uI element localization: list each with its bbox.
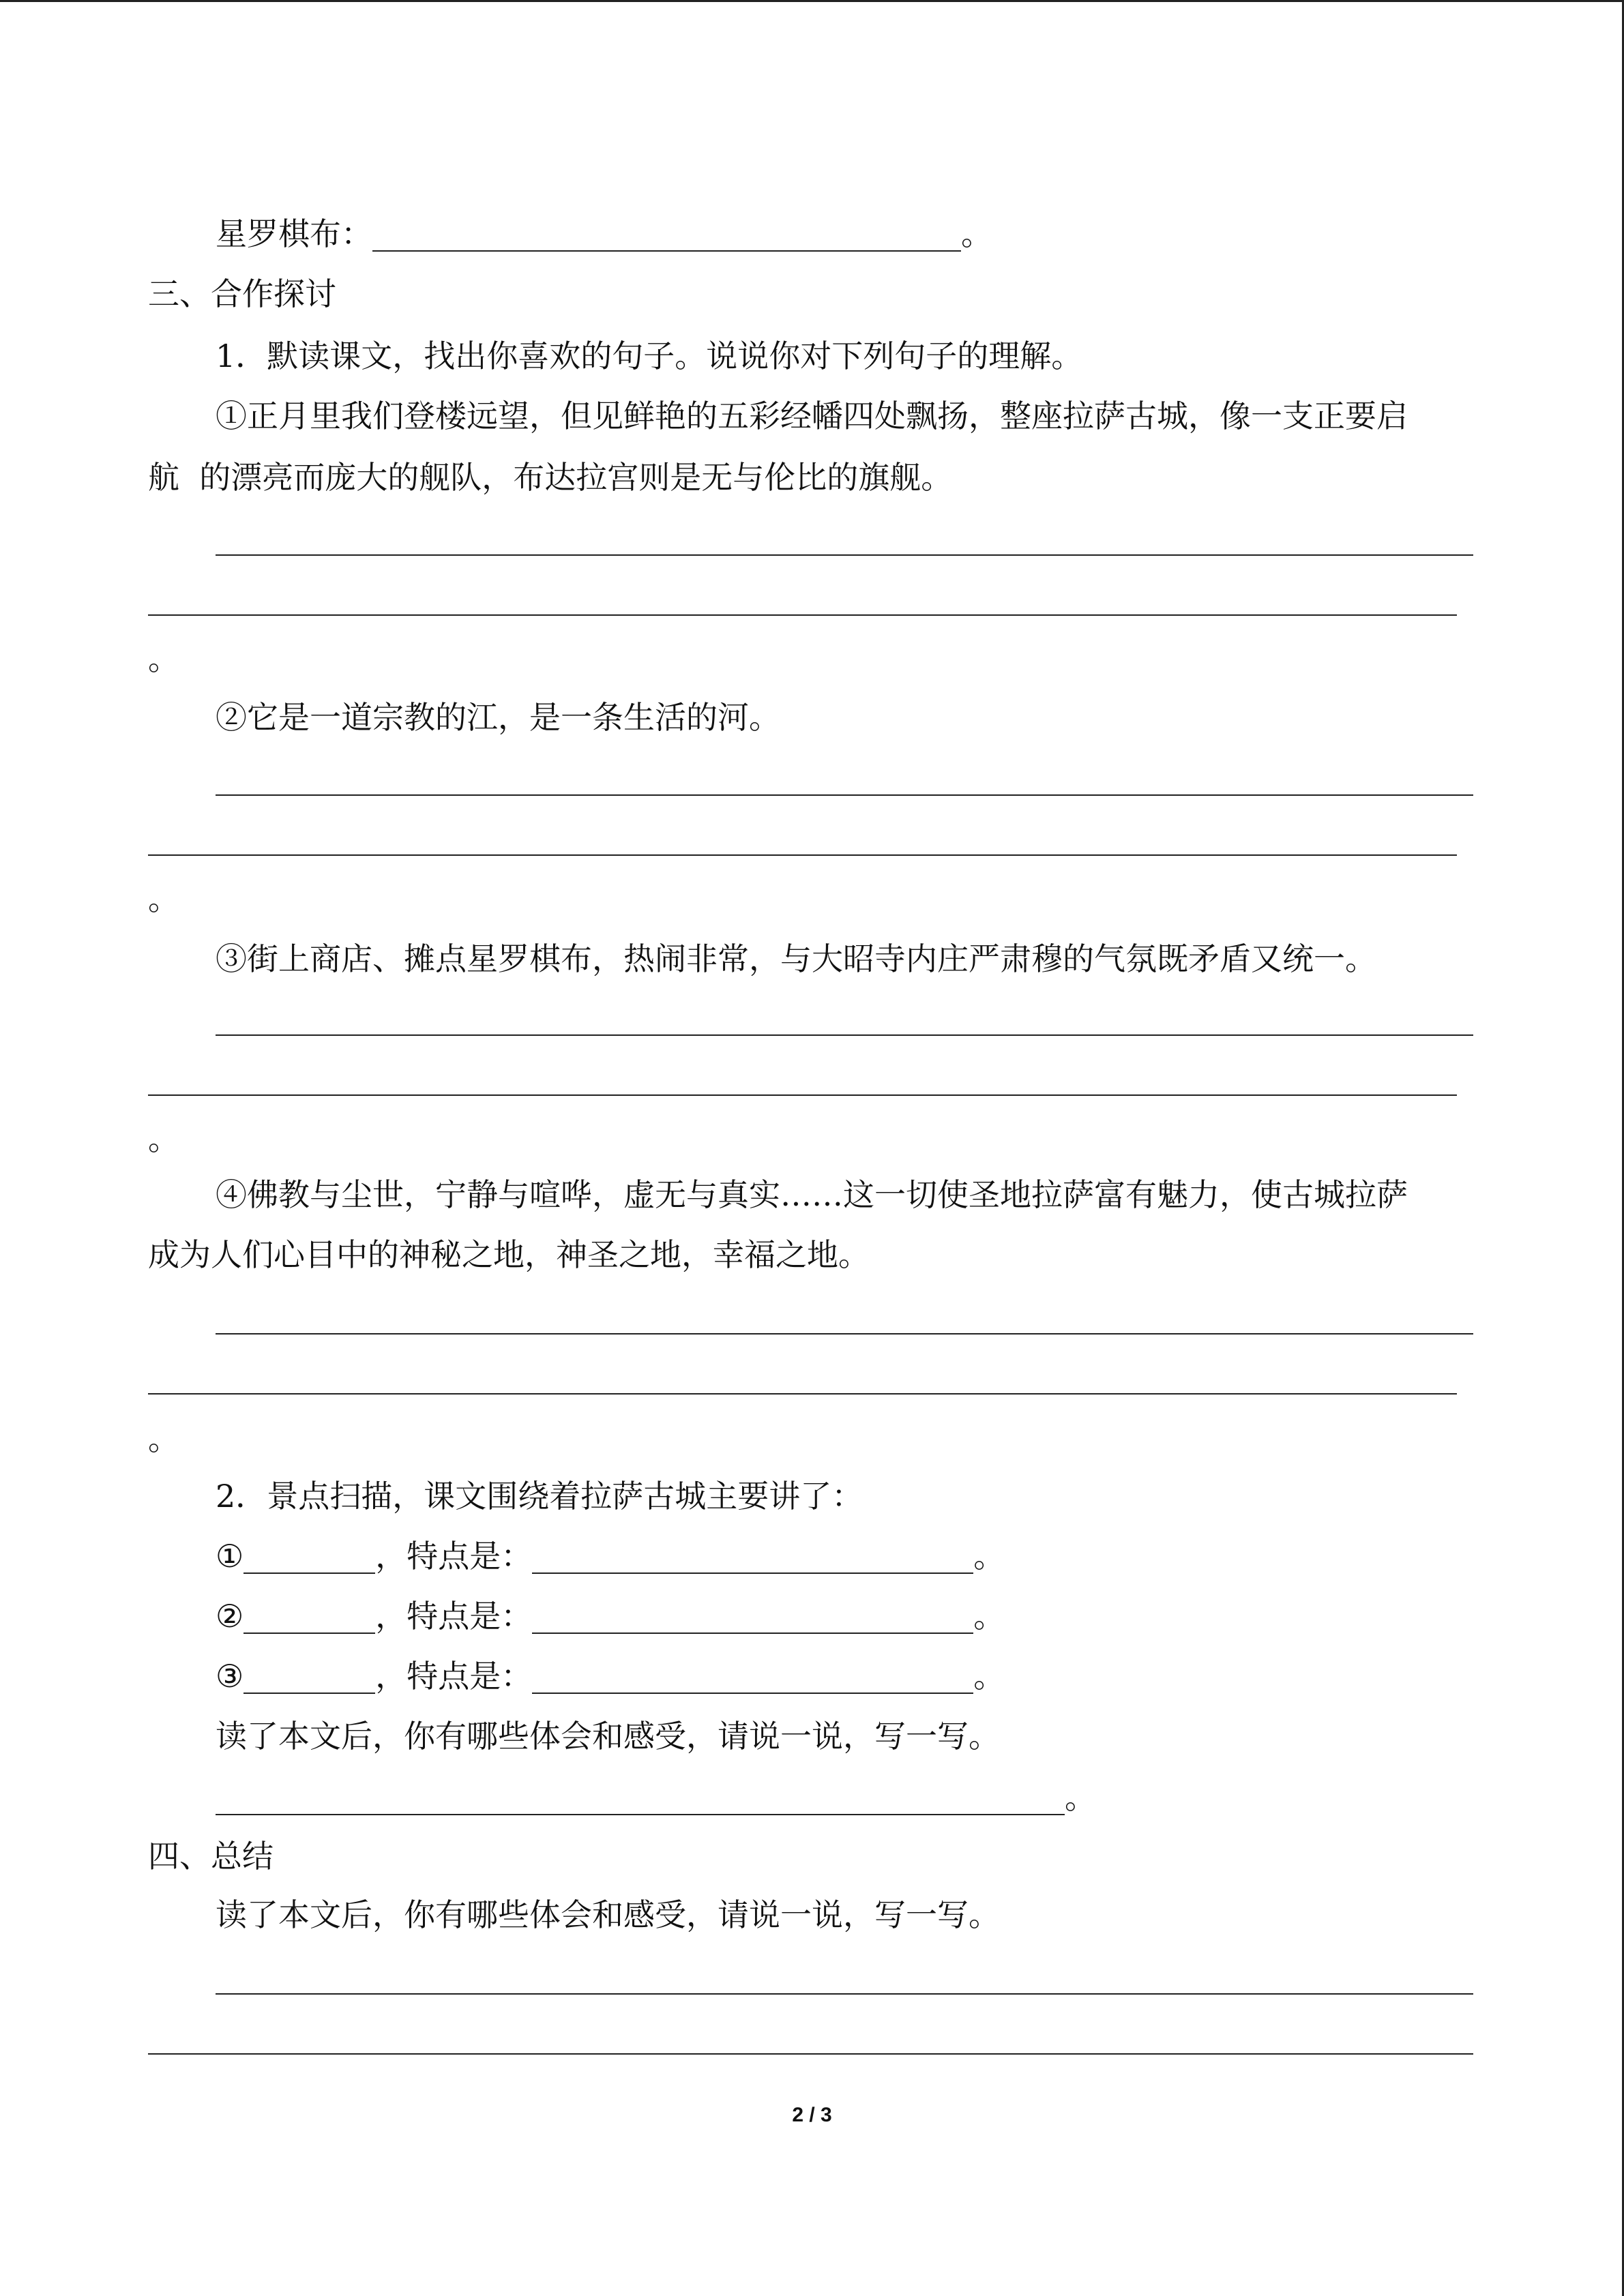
answer-line — [216, 1993, 1473, 1995]
answer-line — [148, 1094, 1457, 1096]
vocab-end-mark: 。 — [961, 215, 992, 252]
vocab-term: 星罗棋布： — [216, 215, 372, 252]
answer-end-mark: 。 — [148, 1420, 179, 1457]
sentence-2-line-1: ②它是一道宗教的江，是一条生活的河。 — [216, 699, 780, 736]
reflection-end-mark: 。 — [1065, 1779, 1096, 1816]
answer-line — [216, 794, 1473, 796]
answer-line — [216, 1034, 1473, 1036]
vocab-fill-row — [216, 213, 992, 254]
answer-line — [148, 614, 1457, 616]
section3-heading: 三、合作探讨 — [148, 275, 336, 312]
q2-prompt: 2．景点扫描，课文围绕着拉萨古城主要讲了： — [216, 1478, 863, 1515]
sentence-1-line-1: ①正月里我们登楼远望，但见鲜艳的五彩经幡四处飘扬，整座拉萨古城，像一支正要启 — [216, 398, 1408, 434]
answer-end-mark: 。 — [148, 640, 179, 677]
sentence-4-line-1: ④佛教与尘世，宁静与喧哗，虚无与真实……这一切使圣地拉萨富有魅力，使古城拉萨 — [216, 1176, 1408, 1213]
scenic-spot-item — [216, 1596, 1005, 1637]
item-marker: ② — [216, 1598, 244, 1635]
answer-line — [148, 2053, 1473, 2055]
item-feature-label: ，特点是： — [375, 1538, 533, 1575]
scenic-spot-item — [216, 1536, 1005, 1577]
sentence-4-line-2: 成为人们心目中的神秘之地，神圣之地，幸福之地。 — [148, 1236, 870, 1273]
section4-heading: 四、总结 — [148, 1838, 274, 1875]
page-frame-top — [0, 0, 1624, 2]
answer-end-mark: 。 — [148, 880, 179, 917]
spot-name-blank — [243, 1596, 375, 1634]
spot-name-blank — [243, 1656, 375, 1694]
spot-name-blank — [243, 1536, 375, 1574]
spot-feature-blank — [532, 1596, 973, 1634]
spot-feature-blank — [532, 1656, 973, 1694]
item-end-mark: 。 — [973, 1538, 1005, 1575]
scenic-spot-item — [216, 1656, 1005, 1697]
q1-prompt: 1．默读课文，找出你喜欢的句子。说说你对下列句子的理解。 — [216, 338, 1083, 374]
sentence-3-line-1: ③街上商店、摊点星罗棋布，热闹非常，与大昭寺内庄严肃穆的气氛既矛盾又统一。 — [216, 940, 1376, 977]
reflection-fill-row — [216, 1777, 1096, 1818]
item-marker: ① — [216, 1538, 244, 1575]
vocab-answer-blank — [372, 213, 961, 252]
item-end-mark: 。 — [973, 1658, 1005, 1695]
section4-prompt: 读了本文后，你有哪些体会和感受，请说一说，写一写。 — [216, 1896, 1000, 1933]
answer-line — [148, 854, 1457, 856]
item-end-mark: 。 — [973, 1598, 1005, 1635]
sentence-1-line-2: 航 的漂亮而庞大的舰队，布达拉宫则是无与伦比的旗舰。 — [148, 459, 953, 496]
item-marker: ③ — [216, 1658, 244, 1695]
answer-line — [216, 1333, 1473, 1335]
answer-line — [216, 554, 1473, 556]
answer-line — [148, 1393, 1457, 1395]
q2-reflection-prompt: 读了本文后，你有哪些体会和感受，请说一说，写一写。 — [216, 1718, 1000, 1755]
page-number: 2 / 3 — [792, 2104, 832, 2126]
reflection-answer-blank — [216, 1777, 1065, 1815]
answer-end-mark: 。 — [148, 1120, 179, 1157]
item-feature-label: ，特点是： — [375, 1598, 533, 1635]
spot-feature-blank — [532, 1536, 973, 1574]
item-feature-label: ，特点是： — [375, 1658, 533, 1695]
